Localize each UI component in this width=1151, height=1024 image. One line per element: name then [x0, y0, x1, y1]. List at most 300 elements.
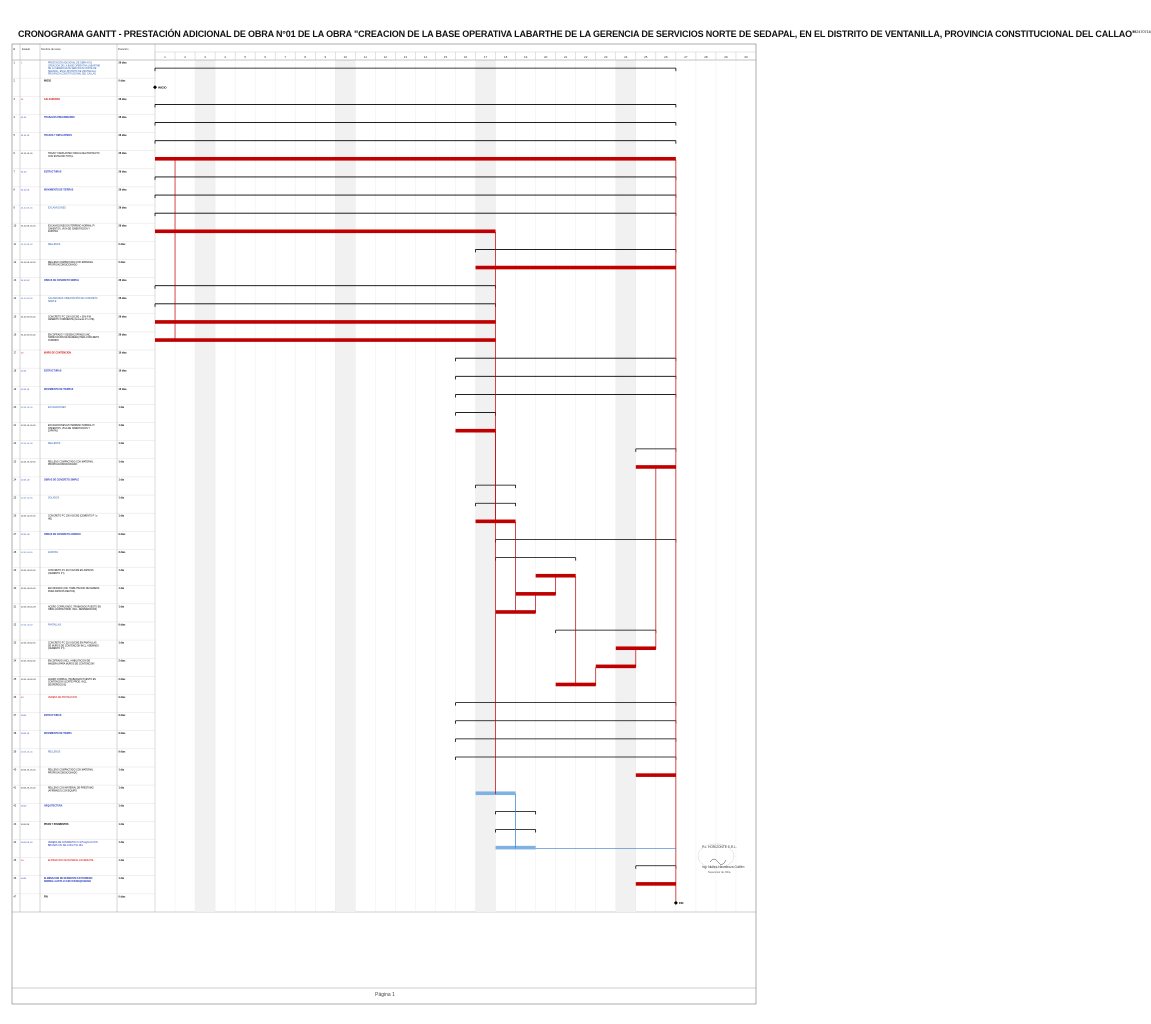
row-name-line: ZAPATAS: [48, 551, 58, 554]
row-id: 11: [13, 242, 16, 246]
row-edt: 03.01: [21, 715, 27, 718]
row-name-line: MURO DE CONTENCION: [44, 352, 71, 355]
day-number: 27: [684, 55, 688, 59]
row-id: 2: [13, 79, 15, 83]
row-name-line: DESPERDICIOS): [48, 684, 67, 687]
row-id: 22: [13, 442, 17, 446]
row-id: 18: [13, 369, 17, 373]
row-edt: 02.01.01.01: [21, 406, 33, 409]
row-id: 21: [13, 424, 17, 428]
row-name: [44, 388, 74, 391]
row-edt: 01.02.01.01: [21, 207, 33, 210]
row-name-line: ACERO CORRUGADO, TRABAJADO PUESTO EN: [48, 606, 101, 609]
row-name: [48, 751, 61, 753]
day-number: 21: [564, 55, 568, 59]
row-name-line: EXCAVACIONES EN TERRENO NORMAL P/: [48, 425, 95, 428]
row-id: 45: [13, 859, 17, 863]
row-id: 46: [13, 877, 17, 881]
row-edt: 02.01.01.02: [21, 443, 33, 446]
row-name-line: OBRA (CORTE PROD. INCL. DESPERDICIOS): [48, 609, 97, 612]
row-edt: 01.02.02.01.01: [21, 316, 36, 319]
row-edt: 02.01.03: [21, 533, 30, 536]
row-duration: 1 día: [118, 424, 124, 428]
row-name-line: RELLENO CON MATERIAL DE PRESTAMO: [48, 787, 94, 790]
row-name-line: ENCOFRADO Y DESENCOFRADO (INC.: [48, 334, 91, 337]
row-name-line: CONCRETO F'C 100 KG/CM2 + 30% P.M.: [48, 316, 92, 319]
day-number: 3: [204, 55, 206, 59]
row-name: [44, 170, 62, 173]
signature-line-3: Supervisor de Obra: [708, 871, 731, 874]
row-name-line: PARA ZAPATAS RECTAS): [48, 591, 76, 594]
row-edt: 01.02.01: [21, 189, 30, 192]
row-edt: 02.01.03.02: [21, 624, 33, 627]
header-name: Nombre de tarea: [41, 48, 61, 51]
row-name: [48, 787, 94, 793]
row-id: 39: [13, 750, 17, 754]
day-number: 28: [704, 55, 708, 59]
row-name: [44, 81, 51, 83]
row-duration: 1 día: [118, 587, 124, 591]
row-name: [48, 623, 61, 626]
row-edt: 03.02.01.01: [21, 841, 33, 844]
day-number: 17: [483, 55, 488, 59]
row-duration: 1 día: [118, 877, 124, 881]
row-id: 8: [13, 188, 15, 192]
row-name: [48, 605, 101, 611]
row-name: [48, 297, 98, 303]
day-number: 6: [264, 55, 267, 59]
row-duration: 0 días: [118, 242, 126, 246]
row-name: [48, 225, 95, 234]
row-name: [48, 460, 94, 466]
row-name: [44, 98, 60, 101]
day-number: 9: [324, 55, 327, 59]
row-duration: 26 días: [118, 152, 127, 156]
header-id: Id: [13, 48, 16, 51]
row-edt: 02.01.03.02.03: [21, 678, 36, 681]
row-duration: 10 días: [118, 351, 127, 355]
row-name-line: CALZADURAS CIMENTACIÓN DE CONCRETO: [48, 298, 98, 301]
day-number: 26: [664, 55, 668, 59]
row-name-line: RELLENO COMPACTADO CON MATERIAL: [48, 769, 94, 772]
day-number: 23: [604, 55, 608, 59]
row-name: [48, 696, 77, 699]
row-name: [44, 370, 62, 373]
day-number: 13: [403, 55, 408, 59]
row-name: [44, 116, 75, 119]
row-edt: 01.01: [21, 116, 27, 119]
critical-task-bar: [636, 882, 676, 886]
day-number: 20: [543, 55, 548, 59]
row-duration: 26 días: [118, 97, 127, 101]
row-name: [48, 261, 94, 267]
day-number: 30: [744, 55, 748, 59]
day-number: 15: [443, 55, 448, 59]
shaded-day-column: [616, 60, 636, 912]
row-edt: 03.01.01.01: [21, 751, 33, 754]
row-name: [48, 587, 100, 593]
row-name-line: ESTRUCTURAS: [44, 715, 62, 718]
critical-task-bar: [636, 773, 676, 777]
row-duration: 9 días: [118, 714, 126, 718]
row-duration: 6 días: [118, 623, 126, 627]
row-edt: 01.02.01.02.01: [21, 261, 36, 264]
row-name-line: CONCRETO F'C 210 KG/CM2 EN ZAPATAS: [48, 570, 94, 573]
row-name: [48, 642, 99, 651]
row-id: 19: [13, 387, 17, 391]
row-name-line: CIMIENTOS, VIGA DE CIMENTACION Y: [48, 228, 90, 231]
row-name-line: VEREDA DE PROTECCION: [48, 696, 78, 699]
row-id: 6: [13, 152, 15, 156]
row-id: 29: [13, 569, 17, 573]
row-name-line: CORRIDO: [48, 340, 59, 343]
row-duration: 1 día: [118, 442, 124, 446]
row-edt: 02.01.03.02.01: [21, 642, 36, 645]
row-name: [44, 478, 80, 481]
row-name: [48, 497, 60, 500]
row-duration: 26 días: [118, 297, 127, 301]
row-id: 15: [13, 315, 17, 319]
row-id: 27: [13, 532, 17, 536]
row-name-line: ELIMINACION DE DESMONTE EN TERRENO: [44, 878, 93, 881]
shaded-day-column: [195, 60, 215, 912]
row-name-line: (CEMENTO P I): [48, 648, 65, 651]
row-name-line: RELLENOS: [48, 443, 61, 446]
row-duration: 26 días: [118, 61, 127, 65]
row-name-line: PROVINCIA CONSTITUCIONAL DEL CALLAO: [48, 73, 97, 76]
row-name: [48, 768, 94, 774]
row-duration: 1 día: [118, 405, 124, 409]
row-duration: 2 días: [118, 677, 126, 681]
row-edt: 01.02: [21, 171, 27, 174]
row-edt: 02.01.02: [21, 479, 30, 482]
row-edt: 02.01.02.01: [21, 497, 33, 500]
row-id: 35: [13, 677, 17, 681]
row-edt: 03: [21, 696, 24, 699]
row-duration: 26 días: [118, 315, 127, 319]
row-name-line: PRESTACIÓN ADICIONAL DE OBRA N°01: [48, 62, 93, 65]
row-duration: 9 días: [118, 532, 126, 536]
row-edt: 01.02.02.01.02: [21, 334, 36, 337]
row-duration: 1 día: [118, 840, 124, 844]
row-name: [48, 152, 100, 158]
row-name: [48, 516, 98, 521]
row-name-line: MADERA) PARA MUROS DE CONTENCION: [48, 663, 95, 666]
row-edt: 01.02.02.01: [21, 298, 33, 301]
shaded-day-column: [335, 60, 355, 912]
row-edt: 01.01.01: [21, 135, 30, 138]
row-edt: 03.02.01: [21, 823, 30, 826]
signature-scribble: [710, 859, 726, 865]
row-name-line: PANTALLAS: [48, 624, 61, 627]
row-duration: 26 días: [118, 333, 127, 337]
row-name-line: DE MUROS DE CONTENCION INCL. ADEMADO: [48, 645, 99, 648]
row-name-line: EXCAVACIONES EN TERRENO NORMAL P/: [48, 225, 95, 228]
row-name: [44, 877, 93, 883]
row-duration: 1 día: [118, 768, 124, 772]
day-number: 25: [644, 55, 648, 59]
row-name: [48, 443, 61, 445]
row-duration: 9 días: [118, 695, 126, 699]
row-name: [48, 841, 98, 847]
milestone-label: FIN: [678, 901, 684, 906]
row-id: 10: [13, 224, 17, 228]
row-name-line: ACERO CORRUG. TRABAJADO PUESTO EN: [48, 678, 96, 681]
row-edt: 01.01.01.01: [21, 153, 33, 156]
critical-task-bar: [456, 429, 496, 433]
row-name-line: (CEMENTO P I): [48, 572, 65, 575]
row-name: [48, 678, 96, 687]
day-number: 5: [244, 55, 246, 59]
row-id: 16: [13, 333, 17, 337]
row-name-line: VEREDA DE CONCRETO F'c=175 kg/cm2 CON: [48, 841, 98, 844]
row-id: 41: [13, 786, 17, 790]
title-text: CRONOGRAMA GANTT - PRESTACIÓN ADICIONAL DE OBRA N°01 DE LA OBRA "CREACION DE LA BASE OPERATIVA LABARTHE DE LA GERENCIA DE SERVICIOS NORTE DE SEDAPAL, EN EL DISTRITO DE VENTANILLA, PROVINCIA CONSTITUCIONAL DEL CALLAO": [18, 29, 1137, 39]
day-number: 18: [503, 55, 508, 59]
row-name-line: PROPIO/ACONDICIONADO: [48, 772, 78, 775]
row-name-line: ENCOFRADO (INCL. HABILITACION DE: [48, 660, 91, 663]
row-name: [44, 896, 48, 898]
row-name-line: BRUÑAS C/U DE 1.00m H=0.10m: [48, 844, 84, 847]
row-id: 14: [13, 297, 17, 301]
row-name-line: ESTRUCTURAS: [44, 171, 62, 174]
row-name-line: INICIO: [44, 80, 52, 83]
row-duration: 26 días: [118, 188, 127, 192]
row-name-line: PROPIO/ACONDICIONADO: [48, 464, 78, 467]
title-superscript: 2470716: [1136, 29, 1151, 34]
row-name-line: HABILITACION DE MADERA) PARA CONCRETO: [48, 337, 100, 340]
day-number: 12: [383, 55, 388, 59]
row-id: 37: [13, 714, 17, 718]
milestone-label: INICIO: [158, 85, 167, 90]
row-name-line: CEMENTO CORRIENTE (Cemento P I o HE): [48, 319, 95, 322]
row-id: 1: [13, 61, 15, 65]
row-name-line: MOVIMIENTO DE TIERRA: [44, 733, 72, 736]
critical-task-bar: [155, 320, 496, 324]
critical-task-bar: [155, 229, 496, 233]
row-edt: 03.01.01.01.01: [21, 769, 36, 772]
row-name: [48, 207, 66, 210]
row-name-line: ELIMINACION DE MATERIAL EXCEDENTE: [48, 860, 94, 863]
row-duration: 26 días: [118, 206, 127, 210]
row-name-line: OBRAS DE CONCRETO SIMPLE: [44, 280, 80, 283]
row-name: [48, 406, 66, 409]
row-duration: 1 día: [118, 605, 124, 609]
row-name: [48, 62, 101, 76]
row-name: [48, 569, 94, 575]
row-edt: 02.01.02.01.01: [21, 515, 36, 518]
row-edt: 04.01: [21, 878, 27, 881]
row-id: 43: [13, 822, 17, 826]
row-id: 20: [13, 405, 17, 409]
day-number: 22: [584, 55, 588, 59]
row-id: 47: [13, 895, 17, 899]
row-duration: 9 días: [118, 750, 126, 754]
row-id: 4: [13, 115, 15, 119]
row-name-line: DE LA GERENCIA DE SERVICIOS NORTE DE: [48, 68, 97, 71]
day-number: 11: [363, 55, 367, 59]
page-footer: Página 1: [375, 992, 395, 998]
row-id: 42: [13, 804, 17, 808]
row-duration: 1 día: [118, 641, 124, 645]
row-name: [44, 533, 81, 536]
row-name: [48, 424, 95, 433]
row-edt: 02.01: [21, 370, 27, 373]
row-edt: 02.01.01.01.01: [21, 425, 36, 428]
row-name-line: TRAZOS Y REPLANTEOS: [44, 135, 72, 138]
day-number: 4: [224, 55, 226, 59]
row-id: 44: [13, 840, 17, 844]
row-edt: 01.02.02: [21, 280, 30, 283]
row-duration: 1 día: [118, 496, 124, 500]
row-edt: 03.02: [21, 805, 27, 808]
row-name: [48, 244, 61, 246]
row-name: [48, 660, 95, 666]
row-edt: 04: [21, 860, 24, 863]
milestone-diamond: [674, 901, 678, 905]
row-edt: 02.01.03.01.02: [21, 588, 36, 591]
row-name-line: TRAZO Y REPLANTEO INICIAL DEL PROYECTO: [48, 153, 100, 156]
row-id: 28: [13, 550, 17, 554]
row-name: [48, 859, 94, 862]
row-name: [48, 333, 99, 342]
row-duration: 1 día: [118, 460, 124, 464]
row-duration: 10 días: [118, 369, 127, 373]
row-duration: 26 días: [118, 170, 127, 174]
row-name-line: SOLADOS: [48, 497, 60, 500]
day-number: 10: [343, 55, 347, 59]
row-duration: 1 día: [118, 569, 124, 573]
row-id: 5: [13, 134, 15, 138]
row-duration: 26 días: [118, 134, 127, 138]
row-name: [48, 551, 58, 554]
row-id: 33: [13, 641, 17, 645]
row-duration: 3 días: [118, 550, 126, 554]
row-id: 9: [13, 206, 15, 210]
row-duration: 26 días: [118, 279, 127, 283]
day-number: 7: [284, 55, 287, 59]
row-name-line: ZAPATAS: [48, 231, 58, 234]
row-name: [44, 714, 62, 717]
day-number: 29: [724, 55, 728, 59]
day-number: 8: [304, 55, 307, 59]
critical-task-bar: [155, 157, 676, 161]
row-id: 13: [13, 279, 17, 283]
shaded-day-column: [476, 60, 496, 912]
row-name: [44, 279, 80, 282]
row-duration: 1 día: [118, 804, 124, 808]
row-edt: 1: [21, 62, 23, 65]
row-edt: 01.02.01.02: [21, 243, 33, 246]
row-name-line: OBRAS DE CONCRETO SIMPLE: [44, 479, 80, 482]
row-name-line: TRABAJOS PRELIMINARES: [44, 116, 75, 119]
row-name-line: NORMAL HASTA 10 KM CON MAQUINARIA: [44, 881, 92, 884]
row-edt: 02.01.01.02.01: [21, 461, 36, 464]
row-name-line: FIN: [44, 896, 48, 899]
row-name: [44, 188, 74, 191]
row-edt: 02: [21, 352, 24, 355]
row-duration: 1 día: [118, 786, 124, 790]
row-name: [44, 134, 72, 137]
row-name-line: RELLENO COMPACTADO CON MATERIAL: [48, 261, 94, 264]
row-name-line: RELLENO COMPACTADO CON MATERIAL: [48, 461, 94, 464]
row-name-line: SEDAPAL, EN EL DISTRITO DE VENTANILLA,: [48, 70, 97, 73]
row-id: 34: [13, 659, 17, 663]
row-duration: 1 día: [118, 822, 124, 826]
row-name-line: PISOS Y PAVIMENTOS: [44, 823, 69, 826]
row-name: [44, 353, 71, 355]
row-name-line: CON ESTACION TOTAL: [48, 155, 74, 158]
row-id: 32: [13, 623, 17, 627]
row-id: 12: [13, 260, 17, 264]
row-edt: 01: [21, 98, 24, 101]
day-number: 14: [423, 55, 428, 59]
row-name: [44, 823, 69, 826]
row-edt: 03.01.01.01.02: [21, 787, 36, 790]
header-duration: Duración: [118, 48, 129, 51]
row-name: [44, 732, 72, 735]
row-name-line: ZAPATAS: [48, 430, 58, 433]
row-name-line: SIMPLE: [48, 300, 57, 303]
row-id: 24: [13, 478, 17, 482]
row-name-line: (AFIRMADO) CON EQUIPO: [48, 790, 77, 793]
row-name-line: RELLENOS: [48, 243, 61, 246]
row-duration: 26 días: [118, 115, 127, 119]
row-id: 38: [13, 732, 17, 736]
header-edt: Estado: [22, 48, 31, 51]
row-name-line: OBRAS DE CONCRETO ARMADO: [44, 533, 81, 536]
row-id: 25: [13, 496, 17, 500]
critical-task-bar: [596, 665, 636, 669]
row-edt: 03.01.01: [21, 733, 30, 736]
critical-task-bar: [155, 338, 496, 342]
row-name-line: CALZADURAS: [44, 98, 60, 101]
row-duration: 1 día: [118, 859, 124, 863]
row-duration: 0 días: [118, 260, 126, 264]
day-number: 1: [164, 55, 166, 59]
day-number: 19: [523, 55, 528, 59]
row-duration: 26 días: [118, 224, 127, 228]
row-name-line: EXCAVACIONES: [48, 207, 66, 210]
row-id: 30: [13, 587, 17, 591]
row-name: [48, 316, 94, 321]
row-duration: 0 días: [118, 895, 126, 899]
row-edt: 01.02.01.01.01: [21, 225, 36, 228]
row-name-line: EXCAVACIONES: [48, 406, 66, 409]
row-name-line: MOVIMIENTO DE TIERRAS: [44, 189, 74, 192]
row-edt: 02.01.03.01.01: [21, 570, 36, 573]
row-duration: 1 día: [118, 514, 124, 518]
signature-line-1: P.L. HORIZONTE S.R.L.: [702, 845, 737, 849]
row-id: 17: [13, 351, 17, 355]
day-number: 24: [624, 55, 628, 59]
row-edt: 02.01.01: [21, 388, 30, 391]
row-name-line: ENCOFRADO (INC. HABILITACION DE MADERA: [48, 588, 100, 591]
row-name-line: RELLENOS: [48, 751, 61, 754]
row-name-line: CIMIENTOS, VIGA DE CIMENTACION Y: [48, 427, 90, 430]
row-name-line: CREACION DE LA BASE OPERATIVA LABARTHE: [48, 65, 101, 68]
row-name-line: PROPIO/ACONDICIONADO: [48, 264, 78, 267]
row-name-line: MOVIMIENTO DE TIERRAS: [44, 388, 74, 391]
row-name-line: HE): [48, 518, 52, 521]
row-id: 31: [13, 605, 17, 609]
row-duration: 1 día: [118, 478, 124, 482]
day-number: 16: [463, 55, 468, 59]
critical-task-bar: [476, 266, 676, 270]
row-duration: 0 días: [118, 79, 126, 83]
row-edt: 02.01.03.01.03: [21, 606, 36, 609]
row-id: 36: [13, 695, 17, 699]
